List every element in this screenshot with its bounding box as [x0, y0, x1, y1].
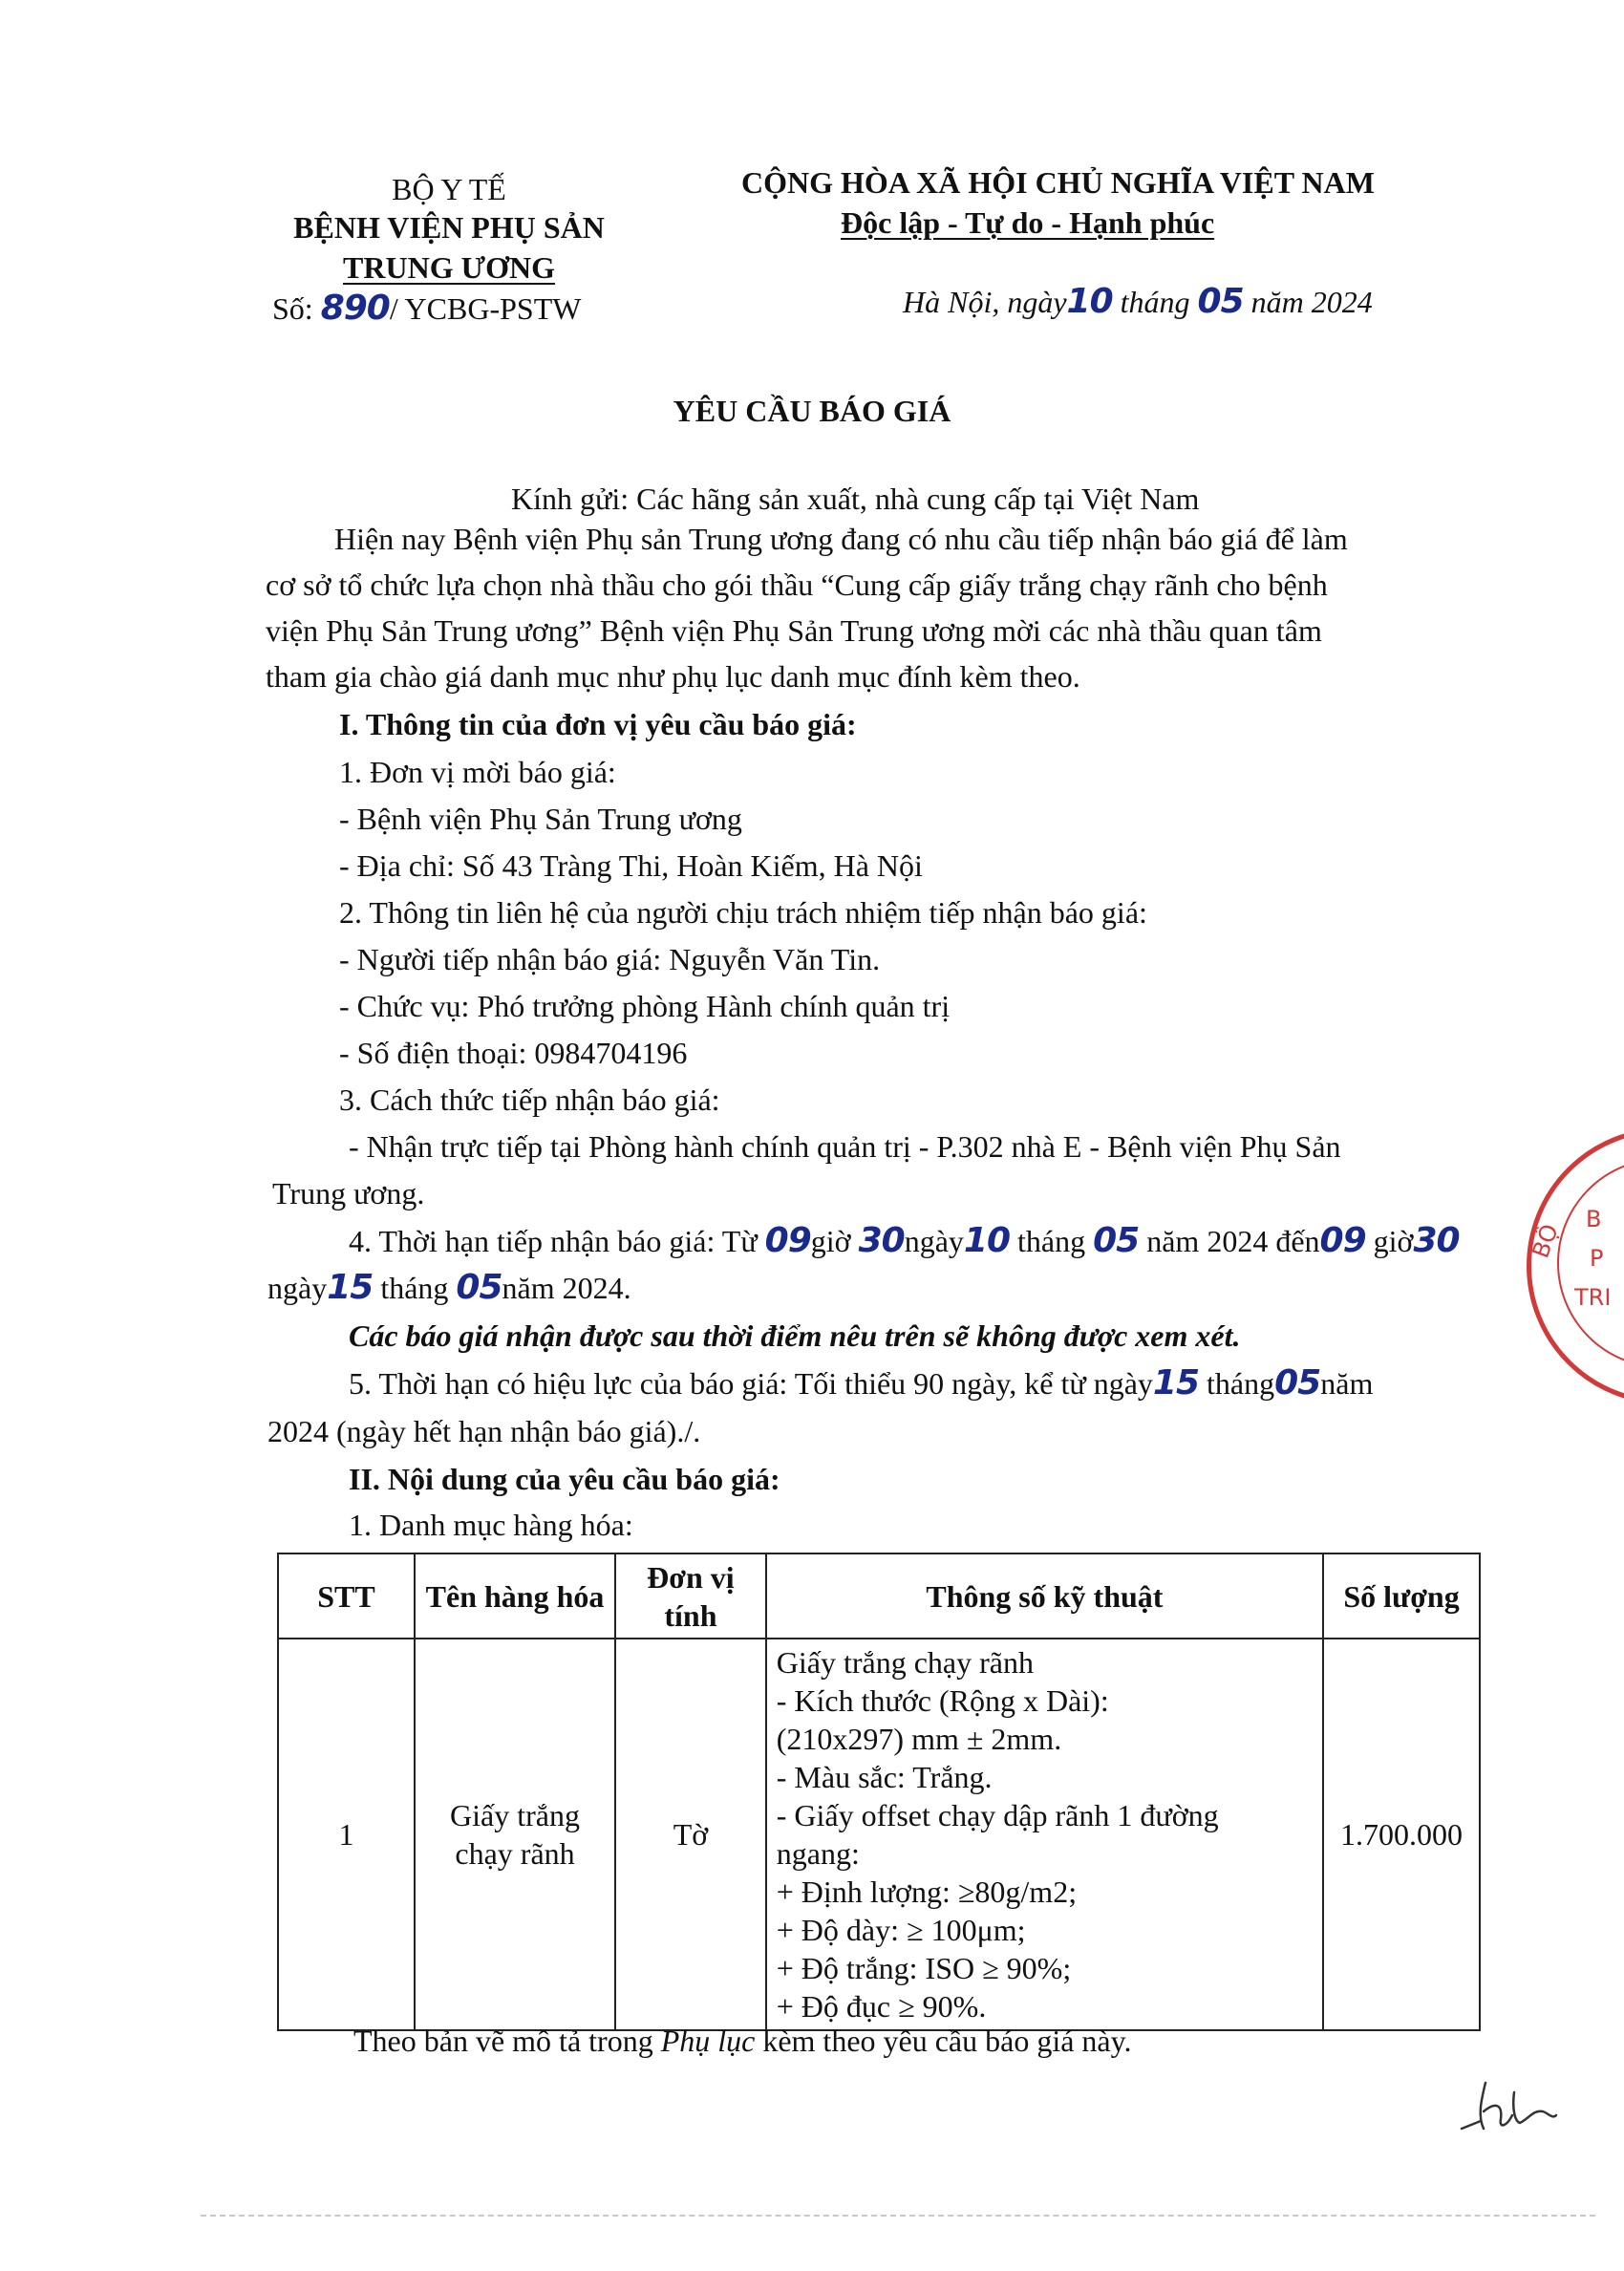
item5-handwritten-month: 05	[1274, 1363, 1321, 1403]
item4-text: giờ	[1373, 1224, 1414, 1258]
item4-handwritten-hour-to: 09	[1319, 1221, 1366, 1260]
stamp-text: TRI	[1574, 1284, 1612, 1311]
recipient: Kính gửi: Các hãng sản xuất, nhà cung cấp tại Việt Nam	[511, 482, 1200, 516]
table-row	[278, 1639, 1480, 2030]
section1-item1: 1. Đơn vị mời báo giá:	[339, 755, 616, 789]
ministry-name: BỘ Y TẾ	[392, 172, 506, 206]
issue-date	[903, 282, 1373, 321]
section1-method-line2: Trung ương.	[272, 1176, 425, 1210]
number-suffix: / YCBG-PSTW	[389, 291, 582, 326]
section1-address: - Địa chỉ: Số 43 Tràng Thi, Hoàn Kiếm, Hà Nội	[339, 848, 923, 883]
header-unit	[615, 1553, 766, 1639]
stamp-text: B	[1586, 1206, 1602, 1232]
cell-stt: 1	[278, 1639, 415, 2030]
section2-heading: II. Nội dung của yêu cầu báo giá:	[349, 1462, 780, 1496]
item4-handwritten-day-from: 10	[963, 1221, 1011, 1260]
spec-line: Giấy trắng chạy rãnh	[776, 1645, 1034, 1680]
stamp-text: P	[1590, 1245, 1604, 1272]
item4-text: ngày	[904, 1224, 964, 1258]
section1-receiver: - Người tiếp nhận báo giá: Nguyễn Văn Tin.	[339, 942, 881, 976]
item5-handwritten-day: 15	[1152, 1363, 1200, 1403]
header-unit-line1: Đơn vị	[647, 1559, 735, 1595]
date-month: 05	[1197, 282, 1244, 321]
section1-unit: - Bệnh viện Phụ Sản Trung ương	[339, 802, 742, 836]
spec-line: - Màu sắc: Trắng.	[776, 1760, 993, 1794]
intro-line: cơ sở tổ chức lựa chọn nhà thầu cho gói thầu “Cung cấp giấy trắng chạy rãnh cho bệnh	[266, 568, 1328, 602]
section1-item4-line1	[349, 1218, 1460, 1264]
number-handwritten: 890	[320, 289, 390, 328]
section1-item5-line1	[349, 1360, 1373, 1406]
scan-edge-divider	[201, 2215, 1595, 2217]
table-header-row	[278, 1553, 1480, 1639]
section1-phone: - Số điện thoại: 0984704196	[339, 1036, 688, 1070]
cell-name	[415, 1639, 615, 2030]
item4-text: giờ	[810, 1224, 851, 1258]
item4-text: tháng	[1017, 1224, 1086, 1258]
intro-line: Hiện nay Bệnh viện Phụ sản Trung ương đang có nhu cầu tiếp nhận báo giá để làm	[334, 522, 1348, 556]
cell-name-line1: Giấy trắng	[450, 1798, 580, 1832]
section1-item2: 2. Thông tin liên hệ của người chịu trách nhiệm tiếp nhận báo giá:	[339, 895, 1147, 930]
date-prefix: Hà Nội, ngày	[903, 285, 1067, 319]
header-specs: Thông số kỹ thuật	[766, 1553, 1323, 1639]
spec-line: + Độ đục ≥ 90%.	[776, 1989, 987, 2024]
item4-text: năm 2024 đến	[1146, 1224, 1320, 1258]
section2-item1: 1. Danh mục hàng hóa:	[349, 1508, 633, 1542]
item5-text: tháng	[1207, 1366, 1275, 1401]
goods-table	[277, 1553, 1481, 2031]
header-quantity: Số lượng	[1323, 1553, 1480, 1639]
spec-line: - Kích thước (Rộng x Dài):	[776, 1683, 1109, 1718]
spec-line: + Độ dày: ≥ 100μm;	[776, 1913, 1026, 1947]
item4-handwritten-month-from: 05	[1093, 1221, 1140, 1260]
country-name: CỘNG HÒA XÃ HỘI CHỦ NGHĨA VIỆT NAM	[741, 165, 1375, 200]
section1-method-line1: - Nhận trực tiếp tại Phòng hành chính quản trị - P.302 nhà E - Bệnh viện Phụ Sản	[349, 1129, 1341, 1164]
footer-note-before: Theo bản vẽ mô tả trong	[353, 2024, 653, 2058]
cell-unit: Tờ	[615, 1639, 766, 2030]
document-number	[272, 289, 581, 328]
spec-line: - Giấy offset chạy dập rãnh 1 đường	[776, 1798, 1219, 1832]
section1-warning: Các báo giá nhận được sau thời điểm nêu trên sẽ không được xem xét.	[349, 1318, 1241, 1353]
spec-line: ngang:	[776, 1836, 860, 1871]
item4-handwritten-minute-to: 30	[1413, 1221, 1460, 1260]
item4-text: tháng	[380, 1271, 449, 1305]
hospital-name-line1: BỆNH VIỆN PHỤ SẢN	[293, 210, 605, 245]
footer-note-after: kèm theo yêu cầu báo giá này.	[762, 2024, 1132, 2058]
item4-text: năm 2024.	[502, 1271, 631, 1305]
spec-line: (210x297) mm ± 2mm.	[776, 1722, 1062, 1756]
section1-item5-line2: 2024 (ngày hết hạn nhận báo giá)./.	[267, 1414, 701, 1448]
section1-item3: 3. Cách thức tiếp nhận báo giá:	[339, 1082, 720, 1117]
date-year: năm 2024	[1250, 285, 1373, 319]
document-title: YÊU CẦU BÁO GIÁ	[673, 394, 951, 428]
item4-handwritten-month-to: 05	[456, 1268, 502, 1307]
date-day: 10	[1066, 282, 1113, 321]
item4-text: 4. Thời hạn tiếp nhận báo giá: Từ	[349, 1224, 758, 1258]
item4-handwritten-minute-from: 30	[858, 1221, 905, 1260]
item4-text: ngày	[267, 1271, 328, 1305]
item4-handwritten-day-to: 15	[327, 1268, 374, 1307]
spec-line: + Định lượng: ≥80g/m2;	[776, 1875, 1078, 1909]
footer-note	[353, 2018, 1132, 2064]
date-month-label: tháng	[1120, 285, 1190, 319]
hospital-name-line2: TRUNG ƯƠNG	[343, 250, 555, 285]
header-unit-line2: tính	[664, 1597, 717, 1633]
cell-specs	[766, 1639, 1323, 2030]
stamp-text: BỘ	[1527, 1220, 1564, 1262]
spec-line: + Độ trắng: ISO ≥ 90%;	[776, 1951, 1072, 1985]
cell-name-line2: chạy rãnh	[455, 1836, 575, 1871]
item5-text: năm	[1320, 1366, 1374, 1401]
section1-item4-line2	[267, 1265, 631, 1311]
cell-quantity: 1.700.000	[1323, 1639, 1480, 2030]
motto: Độc lập - Tự do - Hạnh phúc	[841, 205, 1215, 240]
item5-text: 5. Thời hạn có hiệu lực của báo giá: Tối thiểu 90 ngày, kể từ ngày	[349, 1366, 1153, 1401]
item4-handwritten-hour-from: 09	[764, 1221, 811, 1260]
header-stt: STT	[278, 1553, 415, 1639]
section1-heading: I. Thông tin của đơn vị yêu cầu báo giá:	[339, 707, 857, 741]
intro-line: viện Phụ Sản Trung ương” Bệnh viện Phụ Sản Trung ương mời các nhà thầu quan tâm	[266, 613, 1322, 648]
intro-line: tham gia chào giá danh mục như phụ lục danh mục đính kèm theo.	[266, 659, 1080, 694]
footer-note-italic: Phụ lục	[660, 2024, 756, 2058]
header-name: Tên hàng hóa	[415, 1553, 615, 1639]
initials-signature	[1457, 2073, 1562, 2140]
number-prefix: Số:	[272, 291, 313, 326]
section1-position: - Chức vụ: Phó trưởng phòng Hành chính quản trị	[339, 989, 951, 1023]
